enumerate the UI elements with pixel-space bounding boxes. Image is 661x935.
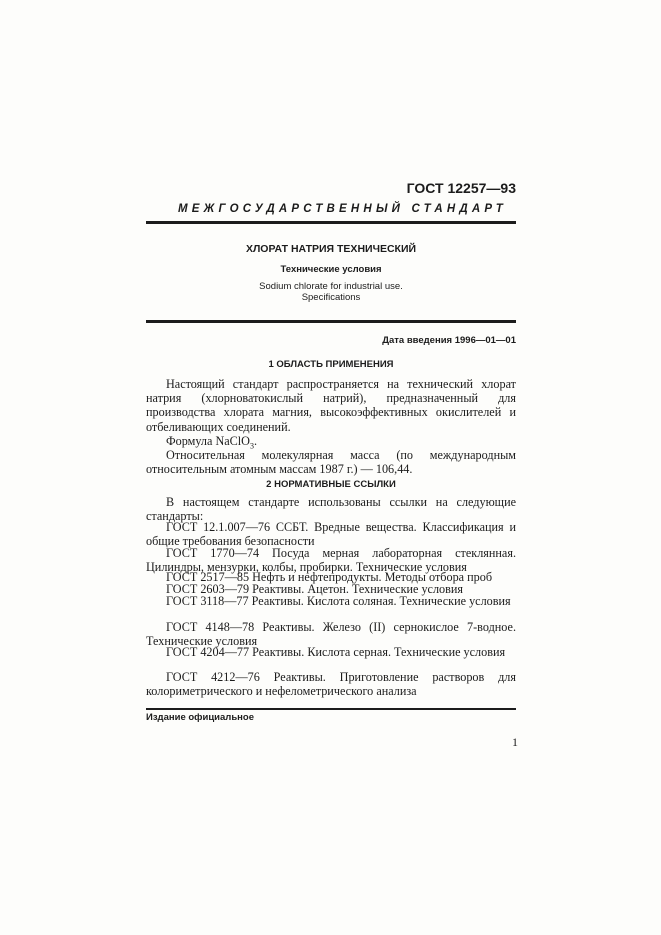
scope-text: Настоящий стандарт распространяется на технический хлорат натрия (хлорноватокислый натрий), предназначенный для производства хлората магния, высокоэффективных окислителей и отбеливающих соединений. [146, 377, 516, 434]
document-title: ХЛОРАТ НАТРИЯ ТЕХНИЧЕСКИЙ [245, 243, 417, 255]
formula-label: Формула NaClO [166, 434, 250, 448]
reference-item [146, 520, 516, 548]
reference-text: ГОСТ 4204—77 Реактивы. Кислота серная. Технические условия [166, 645, 506, 659]
formula-subscript: 3 [249, 441, 254, 451]
introduction-date: Дата введения 1996—01—01 [382, 335, 516, 346]
interstate-standard-banner: МЕЖГОСУДАРСТВЕННЫЙ СТАНДАРТ [178, 203, 508, 215]
reference-text: ГОСТ 12.1.007—76 ССБТ. Вредные вещества. Классификация и общие требования безопасности [146, 520, 516, 549]
references-intro-text: В настоящем стандарте использованы ссылки на следующие стандарты: [146, 495, 516, 524]
reference-text: ГОСТ 4212—76 Реактивы. Приготовление растворов для колориметрического и нефелометрического анализа [146, 670, 516, 699]
page-number: 1 [512, 735, 518, 749]
english-title-line-1: Sodium chlorate for industrial use. [259, 281, 403, 292]
formula-end: . [253, 434, 258, 448]
reference-text: ГОСТ 3118—77 Реактивы. Кислота соляная. Технические условия [166, 594, 511, 608]
english-title-line-2: Specifications [301, 292, 361, 303]
header-rule [146, 221, 516, 224]
reference-text: ГОСТ 1770—74 Посуда мерная лабораторная стеклянная. Цилиндры, мензурки, колбы, пробирки. Технические условия [146, 546, 516, 575]
section-1-heading: 1 ОБЛАСТЬ ПРИМЕНЕНИЯ [268, 359, 394, 370]
document-subtitle: Технические условия [280, 264, 382, 275]
document-code: ГОСТ 12257—93 [406, 180, 516, 196]
footer-rule [146, 708, 516, 710]
section-1-molecular-mass [146, 448, 516, 476]
reference-item [146, 594, 516, 608]
official-edition-label: Издание официальное [146, 712, 254, 723]
section-2-heading: 2 НОРМАТИВНЫЕ ССЫЛКИ [266, 479, 396, 490]
reference-text: ГОСТ 2603—79 Реактивы. Ацетон. Технические условия [166, 582, 464, 596]
section-1-paragraph-scope [146, 377, 516, 434]
reference-item [146, 670, 516, 698]
reference-item [146, 645, 516, 659]
reference-text: ГОСТ 4148—78 Реактивы. Железо (II) сернокислое 7-водное. Технические условия [146, 620, 516, 649]
reference-text: ГОСТ 2517—85 Нефть и нефтепродукты. Методы отбора проб [166, 570, 493, 584]
title-rule [146, 320, 516, 323]
molecular-mass-text: Относительная молекулярная масса (по международным относительным атомным массам 1987 г.) — 106,44. [146, 448, 516, 477]
